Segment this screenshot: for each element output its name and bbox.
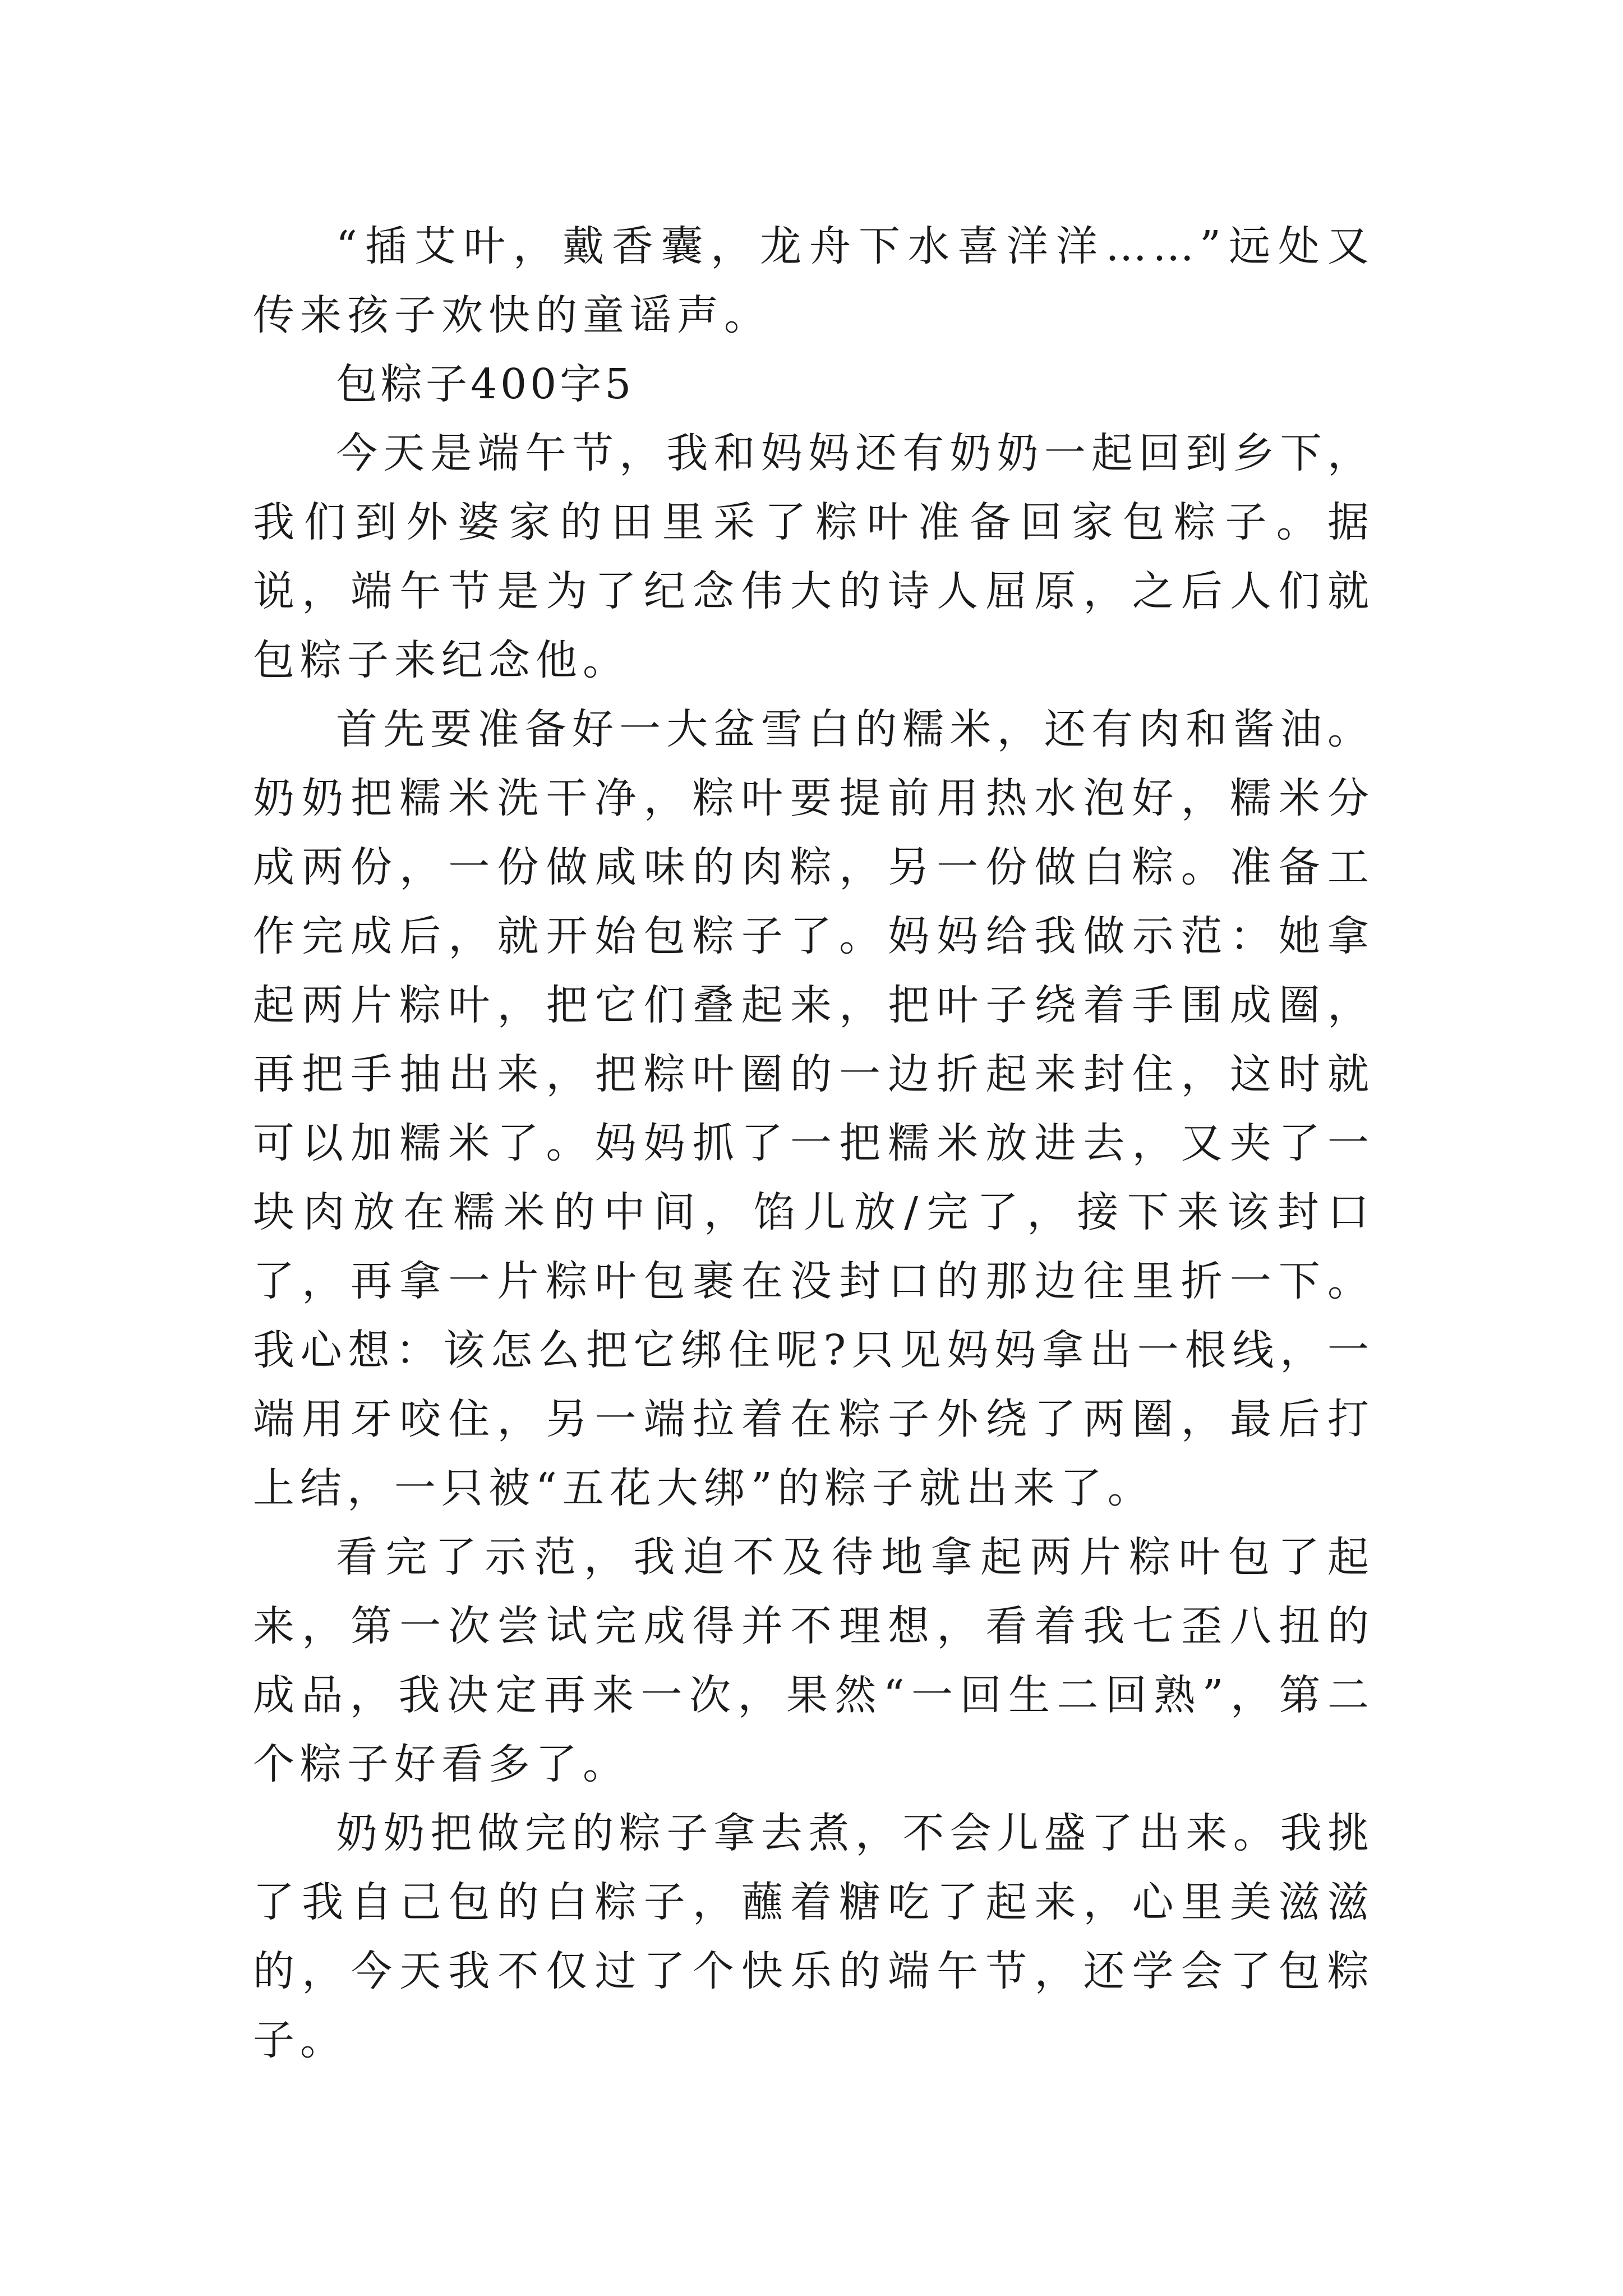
section-heading: 包粽子400字5 <box>336 360 635 408</box>
paragraph-attempt: 看完了示范，我迫不及待地拿起两片粽叶包了起来，第一次尝试完成得并不理想，看着我七歪八扭的成品，我决定再来一次，果然“一回生二回熟”，第二个粽子好看多了。 <box>253 1533 1375 1788</box>
paragraph-ending: 奶奶把做完的粽子拿去煮，不会儿盛了出来。我挑了我自己包的白粽子，蘸着糖吃了起来，心里美滋滋的，今天我不仅过了个快乐的端午节，还学会了包粽子。 <box>253 1809 1375 2064</box>
paragraph-intro: 今天是端午节，我和妈妈还有奶奶一起回到乡下，我们到外婆家的田里采了粽叶准备回家包粽子。据说，端午节是为了纪念伟大的诗人屈原，之后人们就包粽子来纪念他。 <box>253 429 1375 684</box>
paragraph-song: “插艾叶，戴香囊，龙舟下水喜洋洋……”远处又传来孩子欢快的童谣声。 <box>253 222 1375 339</box>
paragraph-process: 首先要准备好一大盆雪白的糯米，还有肉和酱油。奶奶把糯米洗干净，粽叶要提前用热水泡好，糯米分成两份，一份做咸味的肉粽，另一份做白粽。准备工作完成后，就开始包粽子了。妈妈给我做示范：她拿起两片粽叶，把它们叠起来，把叶子绕着手围成圈，再把手抽出来，把粽叶圈的一边折起来封住，这时就可以加糯米了。妈妈抓了一把糯米放进去，又夹了一块肉放在糯米的中间，馅儿放/完了，接下来该封口了，再拿一片粽叶包裹在没封口的那边往里折一下。我心想：该怎么把它绑住呢?只见妈妈拿出一根线，一端用牙咬住，另一端拉着在粽子外绕了两圈，最后打上结，一只被“五花大绑”的粽子就出来了。 <box>253 705 1375 1512</box>
document-body <box>253 212 1375 2075</box>
